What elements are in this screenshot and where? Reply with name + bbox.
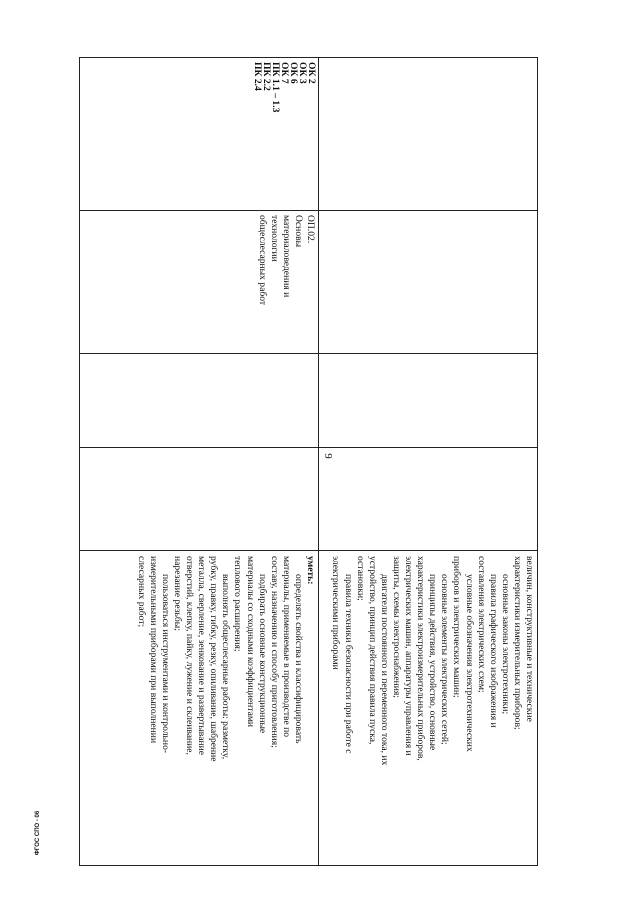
discipline-name-cell [319,211,538,354]
empty-cell [80,354,319,448]
text-line: основные законы электротехники; [499,574,511,715]
text-line: защиты, схемы электроснабжения; [390,556,402,698]
requirements-text [135,551,318,865]
competencies-cell [319,58,538,211]
text-line: нарезание резьбы; [171,556,183,631]
text-line: выполнять общеслесарные работы: разметку, [220,574,232,760]
competency-list [251,58,318,210]
text-line: материалы, применяемые в производстве по [280,556,292,738]
text-line: двигатели постоянного и переменного тока, их [378,574,390,766]
competency-code: ПК 2.2 [261,62,272,91]
text-line: приборов и электрических машин; [451,556,463,698]
text-line: подбирать основные конструкционные [256,574,268,734]
discipline-name-line: технологии [268,215,280,262]
section-heading: уметь: [305,556,316,585]
text-line: правила техники безопасности при работе с [342,574,354,754]
text-line: принципы действия, устройство, основные [427,574,439,751]
competency-code: ОК 6 [288,62,299,84]
text-line: теплового расширения; [232,556,244,652]
text-line: определять свойства и классифицировать [292,574,304,744]
requirements-cell [80,551,319,866]
empty-cell [319,354,538,448]
text-line: пользоваться инструментами и контрольно- [159,574,171,754]
text-line: составления электрических схем; [475,556,487,693]
competency-code: ОК 3 [297,62,308,84]
footer-document-code: ФГОС СПО - 06 [35,810,41,856]
text-line: слесарных работ; [135,556,147,628]
text-line: измерительными приборами при выполнении [147,556,159,744]
text-line: отверстий, клепку, пайку, лужение и склеивание, [184,556,196,755]
discipline-name-line: материаловедения и [280,215,292,298]
text-line: электрическими приборами [330,556,342,670]
discipline-name-line: Основы [292,215,304,248]
competency-code: ОК 2 [306,62,317,84]
competency-code: ПК 2.4 [252,62,263,91]
discipline-name-line: общеслесарных работ [256,215,268,306]
rotated-table-container [80,57,538,860]
competency-table [79,57,538,866]
page-number: 9 [322,453,334,459]
empty-cell [319,448,538,551]
text-line: правила графического изображения и [487,574,499,728]
text-line: составу, назначению и способу приготовления; [268,556,280,748]
competencies-cell [80,58,319,211]
text-line: условные обозначения электротехнических [463,574,475,752]
competency-code: ПК 1.1 – 1.3 [270,62,281,113]
competency-code: ОК 7 [279,62,290,84]
empty-cell [80,448,319,551]
text-line: характеристики измерительных приборов; [511,556,523,730]
requirements-text [329,551,537,865]
discipline-name-cell [80,211,319,354]
text-line: величин, конструктивные и технические [524,556,535,722]
text-line: рубку, правку, гибку, резку, опиливание, шабрение [208,556,220,762]
text-line: характеристики электроизмерительных приборов, [415,556,427,761]
requirements-cell [319,551,538,866]
text-line: материалы со сходными коэффициентами [244,556,256,728]
table-row-skills [80,58,319,866]
text-line: электрических машин, аппаратуры управления и [403,556,415,756]
table-row-knowledge [319,58,538,866]
text-line: металла, сверление, зенкование и развертывание [196,556,208,755]
text-line: остановки; [354,556,366,601]
text-line: устройство, принцип действия правила пуска, [366,556,378,745]
discipline-title [254,211,318,353]
text-line: основные элементы электрических сетей; [439,574,451,745]
discipline-code: ОП.02. [305,215,316,244]
